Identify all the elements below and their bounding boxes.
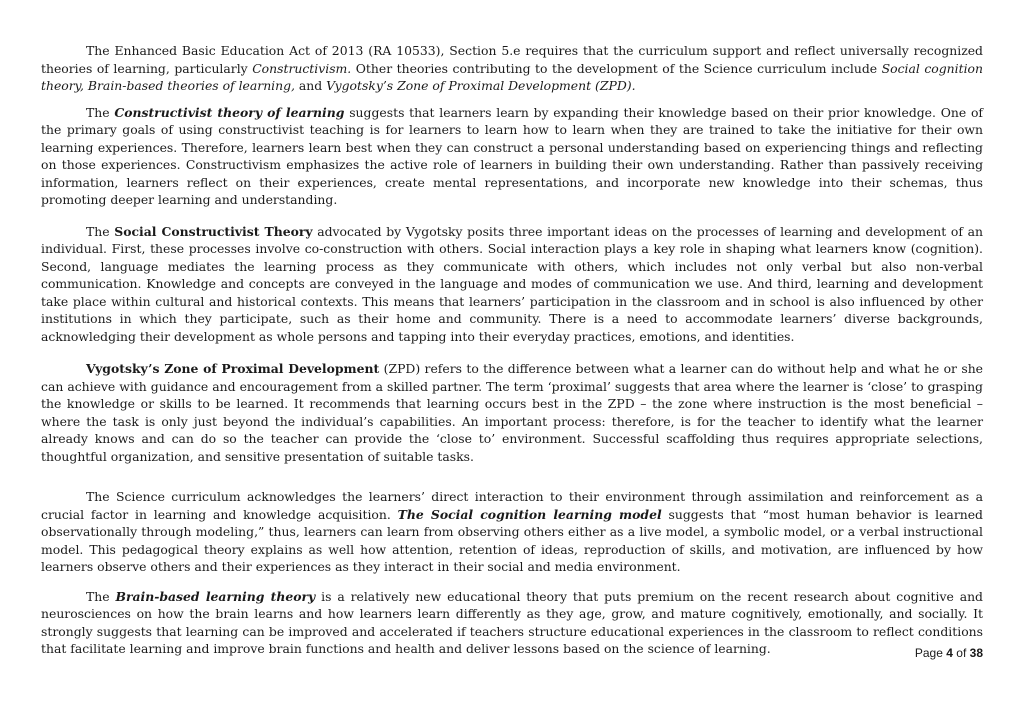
paragraph-zpd <box>41 360 983 465</box>
footer-page-word: Page <box>914 646 943 660</box>
brain-based-term: Brain-based learning theory <box>115 588 316 604</box>
brain-based-text-1: The <box>86 588 116 604</box>
social-cognition-term: The Social cognition learning model <box>397 506 662 522</box>
social-constructivist-term: Social Constructivist Theory <box>114 223 313 239</box>
intro-theories-list: Social cognition theory, Brain-based theories of learning, <box>41 60 983 93</box>
footer-total-pages: 38 <box>969 646 983 660</box>
zpd-term: Vygotsky’s Zone of Proximal Development <box>86 361 380 376</box>
page-number-footer <box>915 646 983 660</box>
brain-based-text-2: is a relatively new educational theory that puts premium on the recent research about cognitive and neurosciences on how the brain learns and how learners learn differently as they age, grow, and mature cognitively, emotionally, and socially. It strongly suggests that learning can be improved and accelerated if teachers structure educational experiences in the classroom to reflect conditions that facilitate learning and improve brain functions and health and deliver lessons based on the science of learning. <box>41 588 983 656</box>
paragraph-social-constructivist <box>41 223 983 346</box>
constructivist-term: Constructivist theory of learning <box>114 104 345 120</box>
constructivist-text-2: suggests that learners learn by expanding their knowledge based on their prior knowledge. One of the primary goals of using constructivist teaching is for learners to learn how to learn when they are trained to take the initiative for their own learning experiences. Therefore, learners learn best when they can construct a personal understanding based on experiencing things and reflecting on those experiences. Constructivism emphasizes the active role of learners in building their own understanding. Rather than passively receiving information, learners reflect on their experiences, create mental representations, and incorporate new knowledge into their schemas, thus promoting deeper learning and understanding. <box>41 104 983 207</box>
intro-zpd: Vygotsky’s Zone of Proximal Development (ZPD). <box>326 78 636 93</box>
document-page <box>41 42 983 658</box>
paragraph-brain-based <box>41 588 983 658</box>
social-cognition-text-2: suggests that “most human behavior is learned observationally through modeling,” thus, learners can learn from observing others either as a live model, a symbolic model, or a verbal instructional model. This pedagogical theory explains as well how attention, retention of ideas, reproduction of skills, and motivation, are influenced by how learners observe others and their experiences as they interact in their social and media environment. <box>41 506 983 574</box>
intro-text-2: Other theories contributing to the development of the Science curriculum include <box>351 60 882 76</box>
social-constructivist-text-1: The <box>86 223 115 239</box>
paragraph-intro <box>41 42 983 95</box>
zpd-text: (ZPD) refers to the difference between what a learner can do without help and what he or she can achieve with guidance and encouragement from a skilled partner. The term ‘proximal’ suggests that area where the learner is ‘close’ to grasping the knowledge or skills to be learned. It recommends that learning occurs best in the ZPD – the zone where instruction is the most beneficial – where the task is only just beyond the individual’s capabilities. An important process: therefore, is for the teacher to identify what the learner already knows and can do so the teacher can provide the ‘close to’ environment. Successful scaffolding thus requires appropriate selections, thoughtful organization, and sensitive presentation of suitable tasks. <box>41 361 984 464</box>
paragraph-social-cognition <box>41 488 983 576</box>
footer-current-page: 4 <box>946 646 953 660</box>
intro-text-1: The Enhanced Basic Education Act of 2013 (RA 10533), Section 5.e requires that the curriculum support and reflect universally recognized theories of learning, particularly <box>41 43 983 76</box>
footer-of-word: of <box>956 646 967 660</box>
constructivist-text-1: The <box>86 104 115 120</box>
intro-text-3: and <box>294 78 327 93</box>
social-cognition-text-1: The Science curriculum acknowledges the learners’ direct interaction to their environment through assimilation and reinforcement as a crucial factor in learning and knowledge acquisition. <box>41 489 983 522</box>
intro-constructivism: Constructivism. <box>252 60 352 76</box>
paragraph-constructivist <box>41 104 983 209</box>
social-constructivist-text-2: advocated by Vygotsky posits three important ideas on the processes of learning and development of an individual. First, these processes involve co-construction with others. Social interaction plays a key role in shaping what learners know (cognition). Second, language mediates the learning process as they communicate with others, which includes not only verbal but also non-verbal communication. Knowledge and concepts are conveyed in the language and modes of communication we use. And third, learning and development take place within cultural and historical contexts. This means that learners’ participation in the classroom and in school is also influenced by other institutions in which they participate, such as their home and community. There is a need to accommodate learners’ diverse backgrounds, acknowledging their development as whole persons and tapping into their everyday practices, emotions, and identities. <box>41 223 983 344</box>
